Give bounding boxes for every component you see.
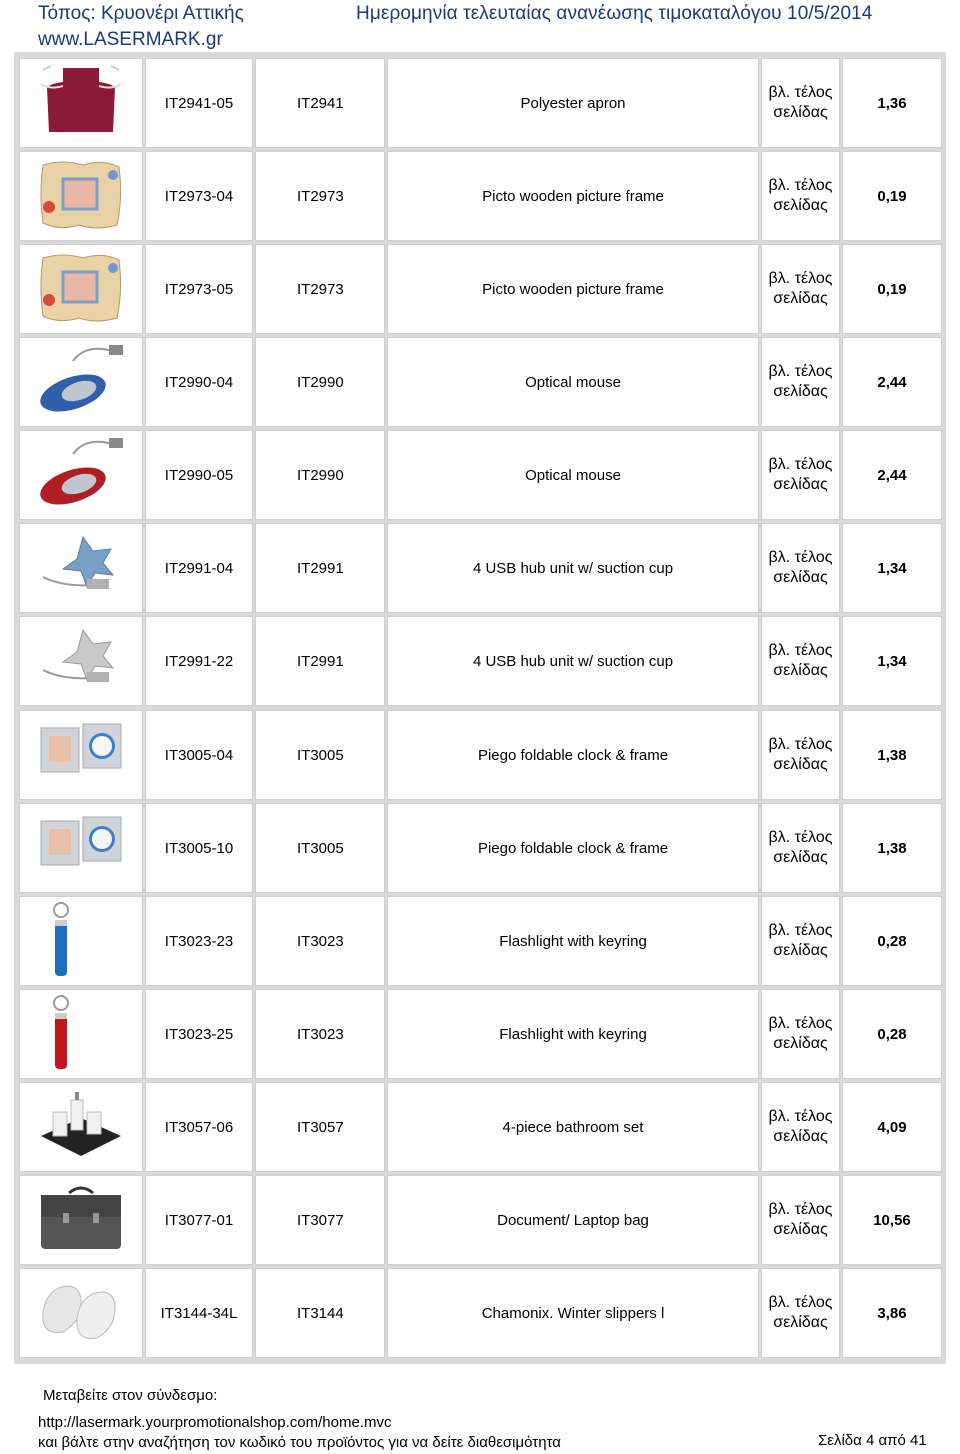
base-code: IT3057	[255, 1082, 385, 1172]
availability-line-1: βλ. τέλος	[768, 1108, 833, 1125]
product-price: 3,86	[842, 1268, 942, 1358]
availability-cell	[761, 710, 840, 800]
availability-cell	[761, 337, 840, 427]
availability-line-1: βλ. τέλος	[768, 456, 833, 473]
table-row	[19, 1175, 942, 1265]
usb-hub-image	[33, 527, 129, 609]
base-code: IT2941	[255, 58, 385, 148]
product-code: IT3057-06	[145, 1082, 253, 1172]
flashlight-image	[33, 993, 129, 1075]
table-row	[19, 710, 942, 800]
product-image-cell	[19, 58, 143, 148]
availability-line-2: σελίδας	[773, 383, 828, 400]
product-description: Chamonix. Winter slippers l	[387, 1268, 759, 1358]
product-price: 1,34	[842, 616, 942, 706]
product-price: 2,44	[842, 337, 942, 427]
product-code: IT2973-05	[145, 244, 253, 334]
clock-frame-image	[33, 714, 129, 796]
website-header[interactable]: www.LASERMARK.gr	[38, 29, 223, 50]
product-image-cell	[19, 616, 143, 706]
footer-instruction: και βάλτε στην αναζήτηση τον κωδικό του προϊόντος για να δείτε διαθεσιμότητα	[38, 1434, 561, 1451]
product-code: IT2990-04	[145, 337, 253, 427]
availability-line-1: βλ. τέλος	[768, 363, 833, 380]
availability-cell	[761, 989, 840, 1079]
availability-line-2: σελίδας	[773, 942, 828, 959]
availability-cell	[761, 244, 840, 334]
table-row	[19, 58, 942, 148]
availability-line-1: βλ. τέλος	[768, 177, 833, 194]
product-image-cell	[19, 803, 143, 893]
product-code: IT3005-10	[145, 803, 253, 893]
product-image-cell	[19, 151, 143, 241]
product-description: Piego foldable clock & frame	[387, 710, 759, 800]
product-image-cell	[19, 244, 143, 334]
product-code: IT3023-25	[145, 989, 253, 1079]
availability-line-2: σελίδας	[773, 1314, 828, 1331]
availability-cell	[761, 151, 840, 241]
base-code: IT2991	[255, 616, 385, 706]
base-code: IT3005	[255, 710, 385, 800]
product-code: IT3077-01	[145, 1175, 253, 1265]
apron-image	[33, 62, 129, 144]
product-price: 0,19	[842, 244, 942, 334]
availability-line-1: βλ. τέλος	[768, 922, 833, 939]
base-code: IT3144	[255, 1268, 385, 1358]
product-description: 4 USB hub unit w/ suction cup	[387, 523, 759, 613]
availability-line-2: σελίδας	[773, 1035, 828, 1052]
product-description: Optical mouse	[387, 337, 759, 427]
product-description: 4-piece bathroom set	[387, 1082, 759, 1172]
product-description: Picto wooden picture frame	[387, 244, 759, 334]
product-image-cell	[19, 337, 143, 427]
base-code: IT2990	[255, 337, 385, 427]
availability-line-1: βλ. τέλος	[768, 1294, 833, 1311]
product-price: 4,09	[842, 1082, 942, 1172]
availability-line-2: σελίδας	[773, 104, 828, 121]
product-description: Document/ Laptop bag	[387, 1175, 759, 1265]
product-description: 4 USB hub unit w/ suction cup	[387, 616, 759, 706]
product-image-cell	[19, 989, 143, 1079]
availability-line-1: βλ. τέλος	[768, 736, 833, 753]
table-row	[19, 151, 942, 241]
availability-cell	[761, 58, 840, 148]
product-code: IT2991-04	[145, 523, 253, 613]
product-code: IT2973-04	[145, 151, 253, 241]
table-row	[19, 616, 942, 706]
product-price: 10,56	[842, 1175, 942, 1265]
page-number: Σελίδα 4 από 41	[818, 1432, 927, 1449]
product-code: IT2990-05	[145, 430, 253, 520]
product-price: 0,28	[842, 989, 942, 1079]
availability-line-2: σελίδας	[773, 290, 828, 307]
product-image-cell	[19, 430, 143, 520]
product-price: 0,28	[842, 896, 942, 986]
product-price: 1,38	[842, 710, 942, 800]
table-row	[19, 430, 942, 520]
availability-line-2: σελίδας	[773, 1128, 828, 1145]
availability-line-1: βλ. τέλος	[768, 270, 833, 287]
clock-frame-image	[33, 807, 129, 889]
product-price: 1,34	[842, 523, 942, 613]
table-row	[19, 989, 942, 1079]
availability-cell	[761, 523, 840, 613]
availability-line-1: βλ. τέλος	[768, 1015, 833, 1032]
availability-cell	[761, 616, 840, 706]
availability-cell	[761, 1082, 840, 1172]
product-code: IT2941-05	[145, 58, 253, 148]
availability-line-1: βλ. τέλος	[768, 1201, 833, 1218]
base-code: IT3023	[255, 896, 385, 986]
table-row	[19, 1082, 942, 1172]
availability-line-1: βλ. τέλος	[768, 829, 833, 846]
availability-line-2: σελίδας	[773, 1221, 828, 1238]
product-description: Polyester apron	[387, 58, 759, 148]
usb-hub-image	[33, 620, 129, 702]
base-code: IT2991	[255, 523, 385, 613]
product-description: Picto wooden picture frame	[387, 151, 759, 241]
picture-frame-image	[33, 248, 129, 330]
mouse-image	[33, 341, 129, 423]
product-code: IT2991-22	[145, 616, 253, 706]
table-row	[19, 337, 942, 427]
laptop-bag-image	[33, 1179, 129, 1261]
availability-line-1: βλ. τέλος	[768, 642, 833, 659]
availability-cell	[761, 1268, 840, 1358]
product-description: Flashlight with keyring	[387, 989, 759, 1079]
flashlight-image	[33, 900, 129, 982]
table-row	[19, 244, 942, 334]
product-price: 1,38	[842, 803, 942, 893]
bathroom-set-image	[33, 1086, 129, 1168]
product-code: IT3005-04	[145, 710, 253, 800]
product-code: IT3144-34L	[145, 1268, 253, 1358]
product-image-cell	[19, 523, 143, 613]
location-header: Τόπος: Κρυονέρι Αττικής	[38, 3, 244, 24]
footer-url-link[interactable]: http://lasermark.yourpromotionalshop.com/home.mvc	[38, 1414, 392, 1431]
product-description: Flashlight with keyring	[387, 896, 759, 986]
slippers-image	[33, 1272, 129, 1354]
availability-cell	[761, 1175, 840, 1265]
product-price: 0,19	[842, 151, 942, 241]
product-description: Piego foldable clock & frame	[387, 803, 759, 893]
product-image-cell	[19, 1268, 143, 1358]
footer-visit-label: Μεταβείτε στον σύνδεσμο:	[43, 1387, 218, 1404]
product-image-cell	[19, 1082, 143, 1172]
availability-line-2: σελίδας	[773, 849, 828, 866]
table-row	[19, 803, 942, 893]
base-code: IT3005	[255, 803, 385, 893]
availability-line-1: βλ. τέλος	[768, 549, 833, 566]
product-image-cell	[19, 1175, 143, 1265]
product-image-cell	[19, 896, 143, 986]
base-code: IT2973	[255, 244, 385, 334]
product-code: IT3023-23	[145, 896, 253, 986]
table-row	[19, 896, 942, 986]
table-row	[19, 1268, 942, 1358]
availability-line-1: βλ. τέλος	[768, 84, 833, 101]
availability-line-2: σελίδας	[773, 756, 828, 773]
availability-line-2: σελίδας	[773, 476, 828, 493]
availability-cell	[761, 803, 840, 893]
base-code: IT2973	[255, 151, 385, 241]
product-image-cell	[19, 710, 143, 800]
product-price: 1,36	[842, 58, 942, 148]
availability-line-2: σελίδας	[773, 569, 828, 586]
product-price: 2,44	[842, 430, 942, 520]
availability-line-2: σελίδας	[773, 197, 828, 214]
availability-line-2: σελίδας	[773, 662, 828, 679]
product-description: Optical mouse	[387, 430, 759, 520]
mouse-image	[33, 434, 129, 516]
base-code: IT3077	[255, 1175, 385, 1265]
availability-cell	[761, 896, 840, 986]
base-code: IT3023	[255, 989, 385, 1079]
picture-frame-image	[33, 155, 129, 237]
table-row	[19, 523, 942, 613]
availability-cell	[761, 430, 840, 520]
update-date-header: Ημερομηνία τελευταίας ανανέωσης τιμοκαταλόγου 10/5/2014	[356, 3, 873, 24]
base-code: IT2990	[255, 430, 385, 520]
